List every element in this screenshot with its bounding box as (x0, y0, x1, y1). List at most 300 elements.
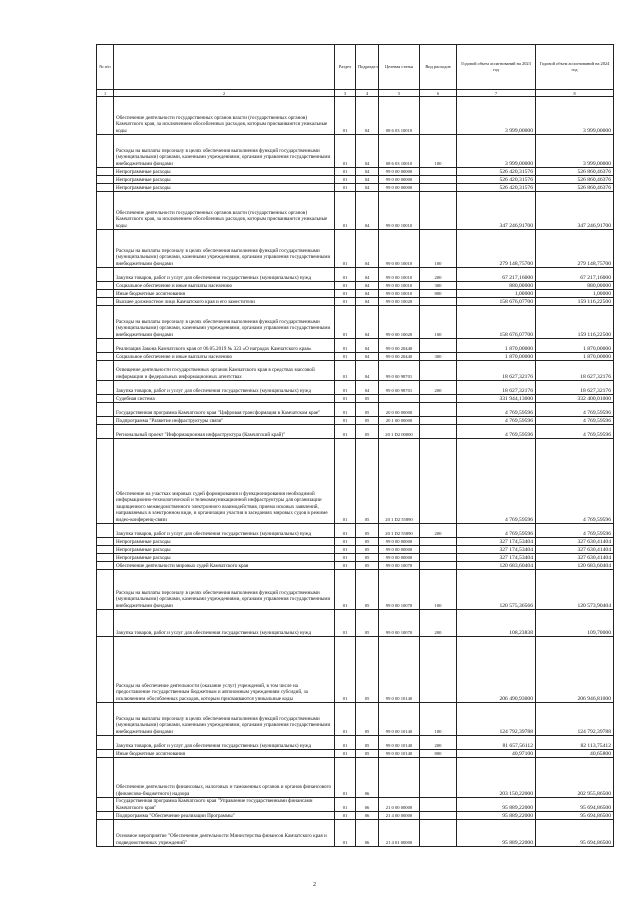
cell-expense-type: 100 (420, 135, 457, 168)
header-amount-2023: Годовой объем ассигнований на 2023 год (457, 45, 536, 90)
table-row (97, 417, 614, 425)
cell-name: Подпрограмма "Обеспечение реализации Программы" (114, 812, 335, 820)
header-name (114, 45, 335, 90)
cell-podrazdel: 05 (356, 750, 379, 758)
cell-number (97, 820, 114, 847)
cell-razdel: 01 (335, 306, 356, 339)
cell-target-article: 21 4 00 00000 (379, 812, 420, 820)
cell-name: Региональный проект "Информационная инфраструктура (Камчатский край)" (114, 425, 335, 439)
cell-expense-type (420, 395, 457, 403)
cell-razdel: 01 (335, 812, 356, 820)
cell-name: Расходы на выплаты персоналу в целях обеспечения выполнения функций государственными (муниципальными) органами, казенными учреждениями, органами управления государственными внебюджетными фондами (114, 703, 335, 736)
cell-name: Закупка товаров, работ и услуг для обеспечения государственных (муниципальных) нужд (114, 736, 335, 750)
cell-amount-2024: 526 860,46376 (536, 184, 614, 192)
cell-amount-2024: 4 769,59596 (536, 524, 614, 538)
header-number: № п/п (97, 45, 114, 90)
cell-name: Государственная программа Камчатского края "Управление государственными финансами Камчатского края" (114, 798, 335, 812)
cell-target-article: 20 1 D2 00000 (379, 425, 420, 439)
cell-razdel: 01 (335, 230, 356, 268)
cell-podrazdel: 05 (356, 562, 379, 570)
cell-name: Закупка товаров, работ и услуг для обеспечения государственных (муниципальных) нужд (114, 381, 335, 395)
cell-number (97, 554, 114, 562)
cell-razdel: 01 (335, 425, 356, 439)
cell-expense-type (420, 812, 457, 820)
cell-target-article: 99 0 00 10010 (379, 268, 420, 282)
cell-amount-2024: 18 627,32176 (536, 381, 614, 395)
cell-razdel: 01 (335, 736, 356, 750)
cell-razdel: 01 (335, 554, 356, 562)
cell-target-article: 20 1 00 00000 (379, 417, 420, 425)
cell-amount-2023: 327 174,53404 (457, 538, 536, 546)
cell-razdel: 01 (335, 176, 356, 184)
cell-number (97, 135, 114, 168)
table-row (97, 820, 614, 847)
cell-name: Непрограммные расходы (114, 176, 335, 184)
cell-expense-type (420, 97, 457, 135)
cell-razdel: 01 (335, 538, 356, 546)
cell-razdel: 01 (335, 361, 356, 381)
cell-target-article: 99 0 00 10070 (379, 570, 420, 610)
cell-name: Основное мероприятие "Обеспечение деятельности Министерства финансов Камчатского края и подведомственных учреждений" (114, 820, 335, 847)
cell-podrazdel: 06 (356, 812, 379, 820)
cell-amount-2023: 526 420,31576 (457, 176, 536, 184)
cell-expense-type (420, 417, 457, 425)
cell-amount-2023: 67 217,16000 (457, 268, 536, 282)
table-row (97, 135, 614, 168)
cell-number (97, 97, 114, 135)
cell-amount-2023: 18 627,32176 (457, 361, 536, 381)
column-index: 8 (536, 90, 614, 97)
cell-expense-type (420, 184, 457, 192)
cell-amount-2023: 95 889,22000 (457, 820, 536, 847)
cell-name: Непрограммные расходы (114, 184, 335, 192)
cell-razdel: 01 (335, 562, 356, 570)
cell-razdel: 01 (335, 637, 356, 703)
cell-amount-2024: 1 870,00000 (536, 339, 614, 353)
cell-expense-type: 300 (420, 353, 457, 361)
cell-razdel: 01 (335, 403, 356, 417)
table-row (97, 339, 614, 353)
cell-name: Обеспечение деятельности государственных органов власти (государственных органов) Камчатского края, за исключением обособленных расходов, которым присваиваются уникальные коды (114, 192, 335, 230)
cell-podrazdel: 04 (356, 361, 379, 381)
table-row (97, 230, 614, 268)
table-row (97, 298, 614, 306)
cell-number (97, 268, 114, 282)
cell-target-article: 99 0 00 20440 (379, 353, 420, 361)
cell-razdel: 01 (335, 353, 356, 361)
cell-expense-type: 200 (420, 610, 457, 637)
table-row (97, 282, 614, 290)
table-row (97, 758, 614, 798)
cell-target-article: 99 0 00 00000 (379, 168, 420, 176)
cell-name: Закупка товаров, работ и услуг для обеспечения государственных (муниципальных) нужд (114, 610, 335, 637)
cell-number (97, 353, 114, 361)
cell-expense-type (420, 403, 457, 417)
cell-razdel: 01 (335, 298, 356, 306)
cell-number (97, 381, 114, 395)
cell-amount-2023: 124 792,39788 (457, 703, 536, 736)
cell-razdel: 01 (335, 290, 356, 298)
cell-number (97, 168, 114, 176)
table-row (97, 750, 614, 758)
cell-amount-2024: 327 630,41404 (536, 546, 614, 554)
table-row (97, 637, 614, 703)
cell-razdel: 01 (335, 135, 356, 168)
cell-amount-2024: 526 860,46376 (536, 168, 614, 176)
cell-amount-2023: 4 769,59596 (457, 417, 536, 425)
column-index: 4 (356, 90, 379, 97)
cell-number (97, 290, 114, 298)
cell-podrazdel: 05 (356, 538, 379, 546)
table-row (97, 306, 614, 339)
cell-number (97, 637, 114, 703)
cell-podrazdel: 04 (356, 97, 379, 135)
header-target-article: Целевая статья (379, 45, 420, 90)
cell-amount-2023: 4 769,59596 (457, 425, 536, 439)
column-index-row (97, 90, 614, 97)
cell-target-article: 99 0 00 10020 (379, 298, 420, 306)
cell-podrazdel: 05 (356, 610, 379, 637)
cell-amount-2023: 3 999,00000 (457, 135, 536, 168)
cell-name: Обеспечение на участках мировых судей формирования и функционирования необходимой информационно-технологической и телекоммуникационной инфраструктуры для организации защищенного межведомственного электронного взаимодействия, приема исковых заявлений, направляемых в электронном виде, и организации участия в заседаниях мировых судов в режиме видео-конференц-связи (114, 439, 335, 524)
cell-name: Освещение деятельности государственных органов Камчатского края в средствах массовой информации и федеральных информационных агентствах (114, 361, 335, 381)
cell-amount-2024: 332 400,01000 (536, 395, 614, 403)
cell-podrazdel: 05 (356, 546, 379, 554)
table-row (97, 395, 614, 403)
cell-podrazdel: 05 (356, 570, 379, 610)
cell-amount-2024: 327 630,41404 (536, 538, 614, 546)
cell-amount-2023: 81 657,56112 (457, 736, 536, 750)
cell-target-article: 99 0 00 00000 (379, 176, 420, 184)
cell-podrazdel: 04 (356, 306, 379, 339)
cell-razdel: 01 (335, 524, 356, 538)
cell-name: Иные бюджетные ассигнования (114, 290, 335, 298)
column-index: 5 (379, 90, 420, 97)
cell-target-article: 08 6 03 10010 (379, 97, 420, 135)
table-row (97, 425, 614, 439)
cell-podrazdel: 04 (356, 381, 379, 395)
cell-expense-type (420, 192, 457, 230)
cell-number (97, 703, 114, 736)
cell-expense-type (420, 538, 457, 546)
cell-amount-2024: 4 769,59596 (536, 425, 614, 439)
cell-amount-2024: 82 113,75412 (536, 736, 614, 750)
cell-razdel: 01 (335, 610, 356, 637)
column-index: 1 (97, 90, 114, 97)
cell-amount-2024: 4 769,59596 (536, 439, 614, 524)
cell-target-article: 99 0 00 10070 (379, 610, 420, 637)
cell-razdel: 01 (335, 395, 356, 403)
cell-podrazdel: 04 (356, 168, 379, 176)
cell-expense-type: 800 (420, 750, 457, 758)
cell-razdel: 01 (335, 703, 356, 736)
cell-name: Иные бюджетные ассигнования (114, 750, 335, 758)
cell-number (97, 439, 114, 524)
cell-amount-2024: 95 694,86500 (536, 812, 614, 820)
table-row (97, 403, 614, 417)
cell-amount-2023: 158 676,07700 (457, 298, 536, 306)
cell-amount-2023: 526 420,31576 (457, 184, 536, 192)
cell-name: Высшее должностное лицо Камчатского края и его заместители (114, 298, 335, 306)
table-row (97, 562, 614, 570)
table-row (97, 798, 614, 812)
column-index: 7 (457, 90, 536, 97)
cell-expense-type (420, 439, 457, 524)
table-row (97, 554, 614, 562)
cell-name: Расходы на обеспечение деятельности (оказание услуг) учреждений, в том числе на предоставление государственным бюджетным и автономным учреждениям субсидий, за исключением обособленных расходов, которым присваиваются уникальные коды (114, 637, 335, 703)
table-row (97, 192, 614, 230)
cell-podrazdel: 06 (356, 820, 379, 847)
cell-number (97, 184, 114, 192)
cell-podrazdel: 05 (356, 736, 379, 750)
cell-number (97, 230, 114, 268)
cell-expense-type: 200 (420, 524, 457, 538)
table-row (97, 570, 614, 610)
cell-podrazdel: 04 (356, 268, 379, 282)
cell-amount-2024: 1,00000 (536, 290, 614, 298)
cell-target-article (379, 758, 420, 798)
cell-expense-type: 800 (420, 290, 457, 298)
cell-razdel: 01 (335, 750, 356, 758)
header-expense-type: Вид расходов (420, 45, 457, 90)
cell-number (97, 425, 114, 439)
cell-razdel: 01 (335, 97, 356, 135)
cell-expense-type (420, 168, 457, 176)
table-body (97, 97, 614, 847)
header-razdel: Раздел (335, 45, 356, 90)
cell-podrazdel: 04 (356, 176, 379, 184)
cell-target-article: 99 0 00 10010 (379, 282, 420, 290)
cell-expense-type (420, 820, 457, 847)
cell-name: Непрограммные расходы (114, 168, 335, 176)
cell-name: Социальное обеспечение и иные выплаты населению (114, 282, 335, 290)
cell-name: Расходы на выплаты персоналу в целях обеспечения выполнения функций государственными (муниципальными) органами, казенными учреждениями, органами управления государственными внебюджетными фондами (114, 306, 335, 339)
cell-number (97, 403, 114, 417)
cell-number (97, 395, 114, 403)
table-row (97, 703, 614, 736)
cell-podrazdel: 04 (356, 282, 379, 290)
cell-amount-2024: 95 694,86500 (536, 798, 614, 812)
cell-number (97, 306, 114, 339)
cell-target-article: 99 0 00 00000 (379, 538, 420, 546)
table-row (97, 268, 614, 282)
cell-target-article: 99 0 00 00000 (379, 554, 420, 562)
cell-expense-type: 200 (420, 381, 457, 395)
cell-name: Судебная система (114, 395, 335, 403)
cell-amount-2023: 880,00000 (457, 282, 536, 290)
cell-amount-2023: 95 889,22000 (457, 812, 536, 820)
cell-expense-type (420, 361, 457, 381)
cell-amount-2023: 4 769,59596 (457, 524, 536, 538)
cell-name: Обеспечение деятельности мировых судей Камчатского края (114, 562, 335, 570)
cell-number (97, 282, 114, 290)
cell-podrazdel: 05 (356, 703, 379, 736)
cell-razdel: 01 (335, 268, 356, 282)
table-row (97, 610, 614, 637)
table-row (97, 353, 614, 361)
cell-number (97, 570, 114, 610)
cell-number (97, 176, 114, 184)
cell-name: Реализация Закона Камчатского края от 06.05.2019 № 323 «О наградах Камчатского края» (114, 339, 335, 353)
cell-name: Расходы на выплаты персоналу в целях обеспечения выполнения функций государственными (муниципальными) органами, казенными учреждениями, органами управления государственными внебюджетными фондами (114, 230, 335, 268)
cell-razdel: 01 (335, 798, 356, 812)
column-index: 6 (420, 90, 457, 97)
cell-number (97, 546, 114, 554)
cell-target-article: 99 0 00 00000 (379, 546, 420, 554)
cell-amount-2023: 347 246,91700 (457, 192, 536, 230)
cell-expense-type (420, 562, 457, 570)
cell-expense-type (420, 339, 457, 353)
cell-amount-2024: 67 217,16000 (536, 268, 614, 282)
cell-amount-2023: 4 769,59596 (457, 439, 536, 524)
cell-expense-type (420, 546, 457, 554)
cell-number (97, 812, 114, 820)
cell-name: Непрограммные расходы (114, 546, 335, 554)
cell-podrazdel: 06 (356, 758, 379, 798)
cell-podrazdel: 05 (356, 425, 379, 439)
cell-number (97, 298, 114, 306)
cell-target-article: 99 0 00 10010 (379, 192, 420, 230)
table-row (97, 184, 614, 192)
table-row (97, 524, 614, 538)
table-row (97, 97, 614, 135)
cell-name: Обеспечение деятельности финансовых, налоговых и таможенных органов и органов финансового (финансово-бюджетного) надзора (114, 758, 335, 798)
table-row (97, 812, 614, 820)
cell-expense-type: 300 (420, 282, 457, 290)
cell-razdel: 01 (335, 417, 356, 425)
cell-target-article: 99 0 00 10010 (379, 290, 420, 298)
cell-razdel: 01 (335, 758, 356, 798)
cell-target-article: 99 0 00 10020 (379, 306, 420, 339)
budget-table (96, 44, 614, 847)
cell-razdel: 01 (335, 339, 356, 353)
cell-podrazdel: 05 (356, 395, 379, 403)
cell-target-article: 21 4 01 00000 (379, 820, 420, 847)
cell-amount-2023: 3 999,00000 (457, 97, 536, 135)
cell-amount-2024: 526 860,46376 (536, 176, 614, 184)
cell-expense-type (420, 637, 457, 703)
cell-amount-2024: 4 769,59596 (536, 403, 614, 417)
cell-expense-type (420, 298, 457, 306)
cell-name: Непрограммные расходы (114, 538, 335, 546)
cell-target-article: 99 0 00 10070 (379, 562, 420, 570)
cell-name: Закупка товаров, работ и услуг для обеспечения государственных (муниципальных) нужд (114, 524, 335, 538)
cell-podrazdel: 04 (356, 184, 379, 192)
cell-podrazdel: 05 (356, 554, 379, 562)
cell-podrazdel: 04 (356, 298, 379, 306)
cell-amount-2023: 206 490,93000 (457, 637, 536, 703)
cell-expense-type: 200 (420, 736, 457, 750)
cell-number (97, 192, 114, 230)
cell-target-article: 99 0 00 20440 (379, 339, 420, 353)
cell-amount-2024: 120 683,60404 (536, 562, 614, 570)
cell-amount-2024: 40,65800 (536, 750, 614, 758)
cell-amount-2024: 3 999,00000 (536, 97, 614, 135)
cell-podrazdel: 05 (356, 524, 379, 538)
cell-amount-2024: 159 116,22500 (536, 306, 614, 339)
cell-razdel: 01 (335, 570, 356, 610)
cell-name: Государственная программа Камчатского края "Цифровая трансформация в Камчатском крае" (114, 403, 335, 417)
cell-name: Закупка товаров, работ и услуг для обеспечения государственных (муниципальных) нужд (114, 268, 335, 282)
column-index: 3 (335, 90, 356, 97)
cell-target-article: 20 0 00 00000 (379, 403, 420, 417)
cell-amount-2024: 109,70000 (536, 610, 614, 637)
cell-podrazdel: 04 (356, 339, 379, 353)
cell-podrazdel: 04 (356, 230, 379, 268)
cell-podrazdel: 05 (356, 637, 379, 703)
cell-name: Социальное обеспечение и иные выплаты населению (114, 353, 335, 361)
cell-number (97, 417, 114, 425)
cell-amount-2024: 3 999,00000 (536, 135, 614, 168)
cell-amount-2023: 120 575,36566 (457, 570, 536, 610)
cell-podrazdel: 04 (356, 290, 379, 298)
cell-amount-2024: 159 116,22500 (536, 298, 614, 306)
cell-razdel: 01 (335, 184, 356, 192)
cell-name: Подпрограмма "Развитие инфраструктуры связи" (114, 417, 335, 425)
cell-expense-type: 100 (420, 703, 457, 736)
table-row (97, 176, 614, 184)
page-number: 2 (313, 882, 316, 888)
cell-expense-type (420, 425, 457, 439)
table-row (97, 290, 614, 298)
cell-target-article: 20 1 D2 55890 (379, 524, 420, 538)
table-row (97, 736, 614, 750)
cell-podrazdel: 05 (356, 439, 379, 524)
cell-expense-type (420, 798, 457, 812)
cell-expense-type: 200 (420, 268, 457, 282)
table-row (97, 381, 614, 395)
cell-amount-2024: 4 769,59596 (536, 417, 614, 425)
cell-amount-2023: 158 676,07700 (457, 306, 536, 339)
cell-podrazdel: 06 (356, 798, 379, 812)
cell-target-article (379, 395, 420, 403)
cell-target-article: 99 0 00 10140 (379, 736, 420, 750)
cell-target-article: 99 0 00 98701 (379, 361, 420, 381)
cell-amount-2023: 327 174,53404 (457, 546, 536, 554)
cell-expense-type (420, 176, 457, 184)
cell-amount-2024: 95 694,86500 (536, 820, 614, 847)
cell-target-article: 99 0 00 00000 (379, 184, 420, 192)
table-header-row (97, 45, 614, 90)
cell-amount-2024: 327 630,41404 (536, 554, 614, 562)
cell-amount-2024: 1 870,00000 (536, 353, 614, 361)
cell-target-article: 08 6 03 10010 (379, 135, 420, 168)
cell-number (97, 758, 114, 798)
cell-number (97, 750, 114, 758)
cell-expense-type (420, 554, 457, 562)
cell-podrazdel: 04 (356, 353, 379, 361)
cell-amount-2024: 124 792,39788 (536, 703, 614, 736)
cell-target-article: 20 1 D2 55890 (379, 439, 420, 524)
cell-amount-2023: 203 150,22000 (457, 758, 536, 798)
cell-amount-2024: 347 246,91700 (536, 192, 614, 230)
table-row (97, 538, 614, 546)
cell-number (97, 538, 114, 546)
cell-razdel: 01 (335, 381, 356, 395)
table-row (97, 439, 614, 524)
cell-expense-type (420, 758, 457, 798)
cell-amount-2023: 108,23838 (457, 610, 536, 637)
cell-target-article: 99 0 00 10140 (379, 703, 420, 736)
cell-amount-2024: 120 573,90404 (536, 570, 614, 610)
cell-amount-2023: 331 944,13000 (457, 395, 536, 403)
cell-name: Обеспечение деятельности государственных органов власти (государственных органов) Камчатского края, за исключением обособленных расходов, которым присваиваются уникальные коды (114, 97, 335, 135)
table-row (97, 168, 614, 176)
cell-number (97, 339, 114, 353)
table-row (97, 361, 614, 381)
cell-amount-2024: 880,00000 (536, 282, 614, 290)
cell-podrazdel: 04 (356, 135, 379, 168)
